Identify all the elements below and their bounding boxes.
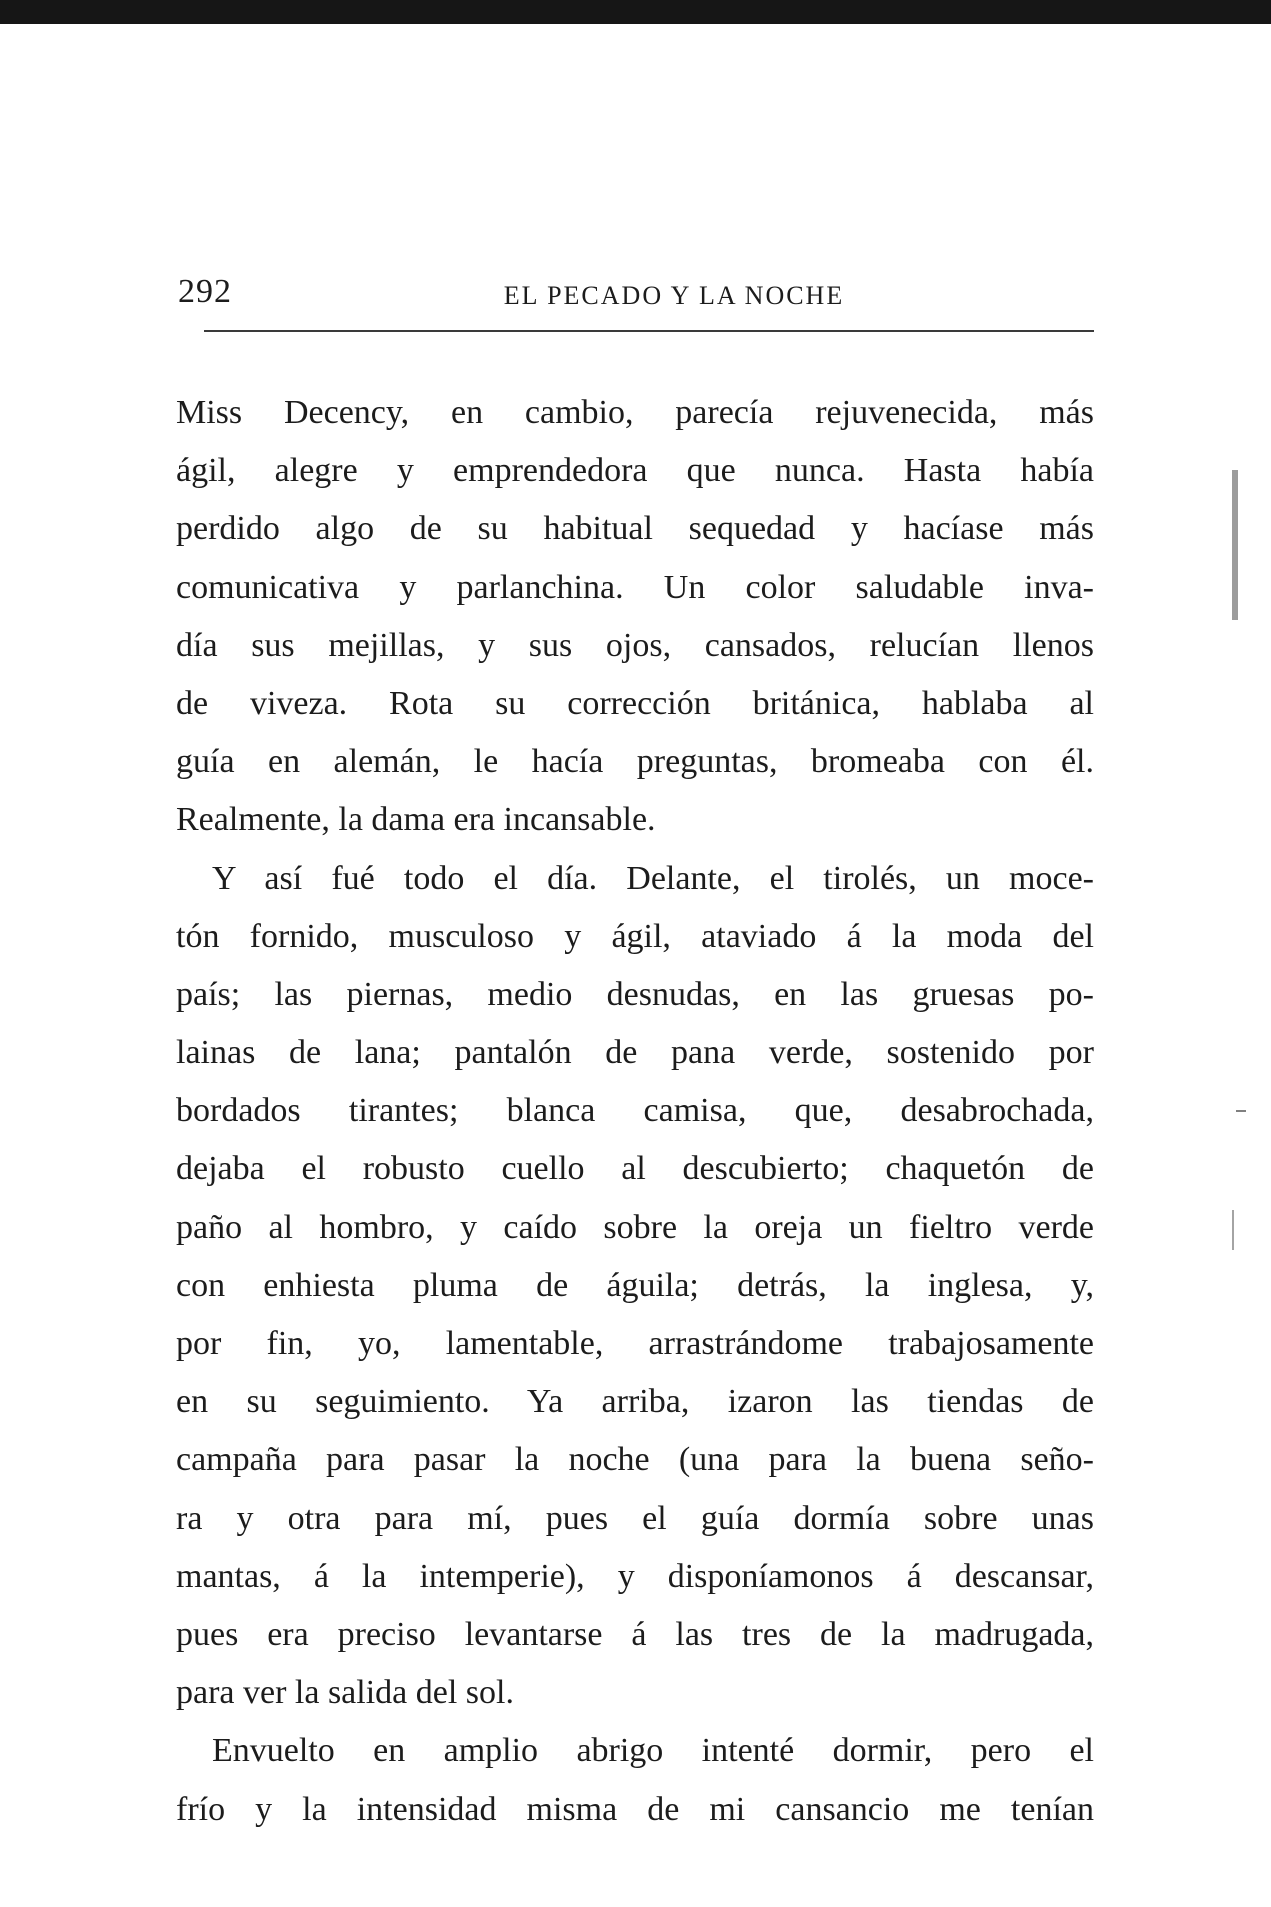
text-line: tón fornido, musculoso y ágil, ataviado á la moda del [176,917,1094,955]
page-body [176,384,1094,1839]
text-line: país; las piernas, medio desnudas, en las gruesas po- [176,975,1094,1013]
text-line: mantas, á la intemperie), y disponíamonos á descansar, [176,1557,1094,1595]
text-line: ra y otra para mí, pues el guía dormía sobre unas [176,1499,1094,1537]
text-line: día sus mejillas, y sus ojos, cansados, relucían llenos [176,626,1094,664]
text-line: ágil, alegre y emprendedora que nunca. Hasta había [176,452,1094,490]
scan-margin-artifact [1232,470,1238,620]
text-line: frío y la intensidad misma de mi cansancio me tenían [176,1790,1094,1828]
text-line: bordados tirantes; blanca camisa, que, desabrochada, [176,1092,1094,1130]
page-header [178,268,1090,316]
text-line: por fin, yo, lamentable, arrastrándome trabajosamente [176,1325,1094,1362]
scan-margin-artifact [1232,1210,1234,1250]
paragraph [176,850,1094,1723]
scan-margin-artifact [1236,1110,1246,1112]
running-title: EL PECADO Y LA NOCHE [503,281,845,310]
text-line: Miss Decency, en cambio, parecía rejuvenecida, más [176,394,1094,431]
text-line: Realmente, la dama era incansable. [176,801,656,839]
paragraph [176,1722,1094,1838]
text-line: pues era preciso levantarse á las tres de la madrugada, [176,1615,1094,1653]
text-line: campaña para pasar la noche (una para la buena seño- [176,1441,1094,1479]
header-rule [204,330,1094,332]
text-line: con enhiesta pluma de águila; detrás, la inglesa, y, [176,1266,1094,1304]
paragraph [176,384,1094,850]
text-line: Y así fué todo el día. Delante, el tirolés, un moce- [212,859,1094,897]
text-line: Envuelto en amplio abrigo intenté dormir, pero el [212,1732,1094,1770]
text-line: dejaba el robusto cuello al descubierto; chaquetón de [176,1150,1094,1188]
text-line: guía en alemán, le hacía preguntas, bromeaba con él. [176,743,1094,781]
text-line: en su seguimiento. Ya arriba, izaron las tiendas de [176,1383,1094,1421]
text-line: paño al hombro, y caído sobre la oreja un fieltro verde [176,1208,1094,1246]
scan-top-border [0,0,1271,24]
text-line: de viveza. Rota su corrección británica, hablaba al [176,684,1094,722]
text-line: comunicativa y parlanchina. Un color saludable inva- [176,568,1094,606]
text-line: para ver la salida del sol. [176,1674,514,1712]
text-line: lainas de lana; pantalón de pana verde, sostenido por [176,1034,1094,1072]
text-line: perdido algo de su habitual sequedad y hacíase más [176,510,1094,548]
page-number: 292 [178,273,232,310]
